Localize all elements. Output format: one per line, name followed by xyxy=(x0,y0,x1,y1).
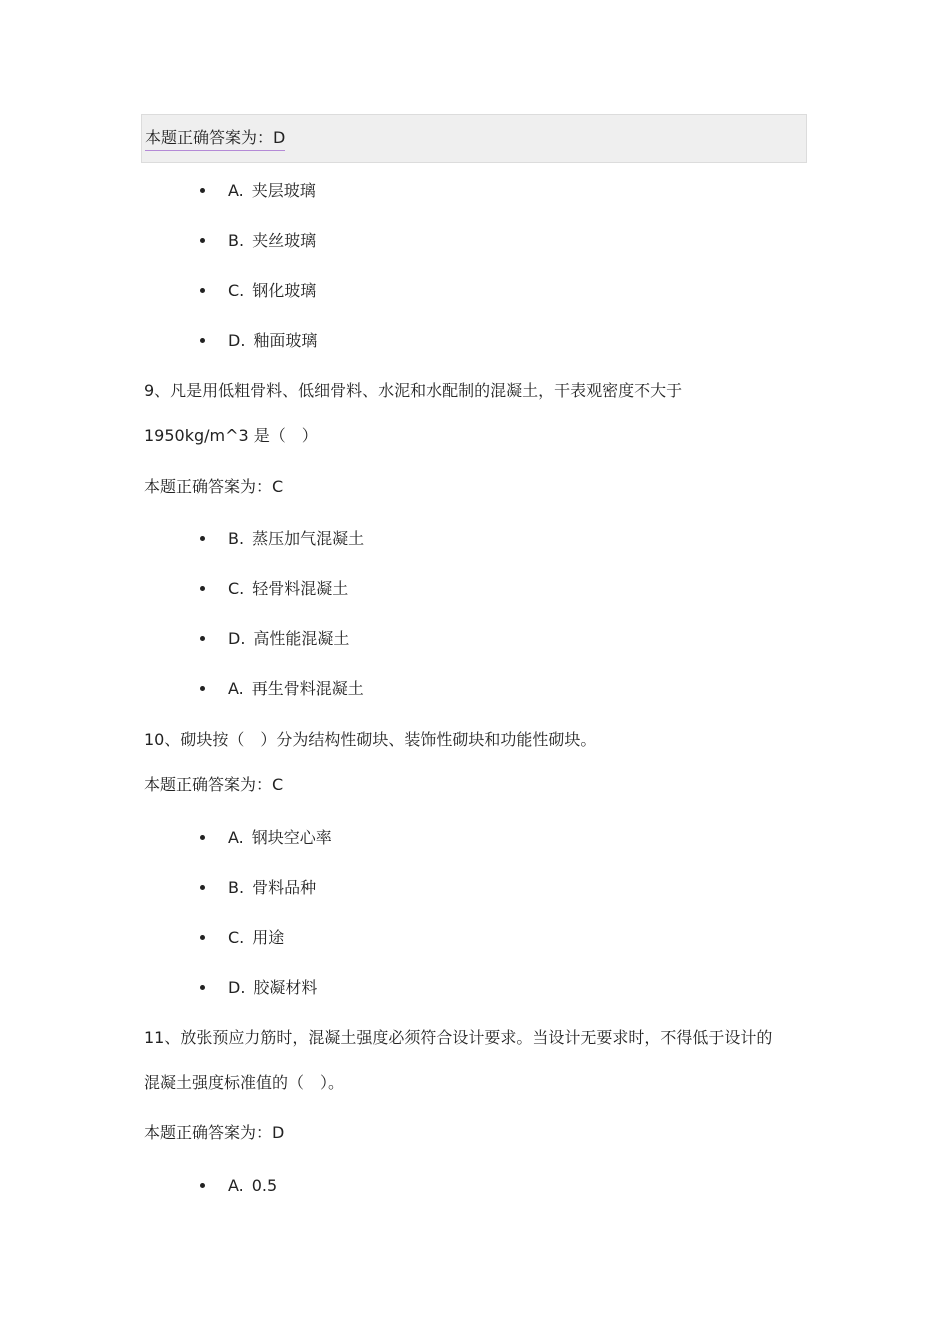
option-item: D. 釉面玻璃 xyxy=(200,330,317,352)
correct-answer-text: 本题正确答案为：D xyxy=(144,1123,285,1142)
question-text: 11、放张预应力筋时，混凝土强度必须符合设计要求。当设计无要求时，不得低于设计的 xyxy=(144,1028,773,1047)
bullet-icon xyxy=(200,586,205,591)
correct-answer-text: 本题正确答案为：D xyxy=(145,127,285,151)
bullet-icon xyxy=(200,985,205,990)
question-text: 9、凡是用低粗骨料、低细骨料、水泥和水配制的混凝土，干表观密度不大于 xyxy=(144,381,683,400)
bullet-icon xyxy=(200,686,205,691)
question-text-continued: 混凝土强度标准值的（ ）。 xyxy=(144,1073,345,1092)
question-text: 10、砌块按（ ）分为结构性砌块、装饰性砌块和功能性砌块。 xyxy=(144,730,597,749)
option-item: A. 钢块空心率 xyxy=(200,827,332,849)
bullet-icon xyxy=(200,238,205,243)
answer-box xyxy=(141,114,807,163)
correct-answer-text: 本题正确答案为：C xyxy=(144,477,284,496)
bullet-icon xyxy=(200,935,205,940)
option-item: B. 骨料品种 xyxy=(200,877,316,899)
option-item: B. 蒸压加气混凝土 xyxy=(200,528,364,550)
bullet-icon xyxy=(200,1183,205,1188)
bullet-icon xyxy=(200,188,205,193)
question-text-continued: 1950kg/m^3 是（ ） xyxy=(144,426,318,445)
bullet-icon xyxy=(200,536,205,541)
option-item: D. 高性能混凝土 xyxy=(200,628,349,650)
bullet-icon xyxy=(200,288,205,293)
option-item: A. 夹层玻璃 xyxy=(200,180,316,202)
option-item: C. 钢化玻璃 xyxy=(200,280,316,302)
bullet-icon xyxy=(200,885,205,890)
option-item: C. 用途 xyxy=(200,927,284,949)
correct-answer-text: 本题正确答案为：C xyxy=(144,775,284,794)
option-item: A. 再生骨料混凝土 xyxy=(200,678,364,700)
bullet-icon xyxy=(200,636,205,641)
option-item: B. 夹丝玻璃 xyxy=(200,230,316,252)
option-item: A. 0.5 xyxy=(200,1175,277,1197)
bullet-icon xyxy=(200,835,205,840)
option-item: D. 胶凝材料 xyxy=(200,977,317,999)
option-item: C. 轻骨料混凝土 xyxy=(200,578,348,600)
bullet-icon xyxy=(200,338,205,343)
